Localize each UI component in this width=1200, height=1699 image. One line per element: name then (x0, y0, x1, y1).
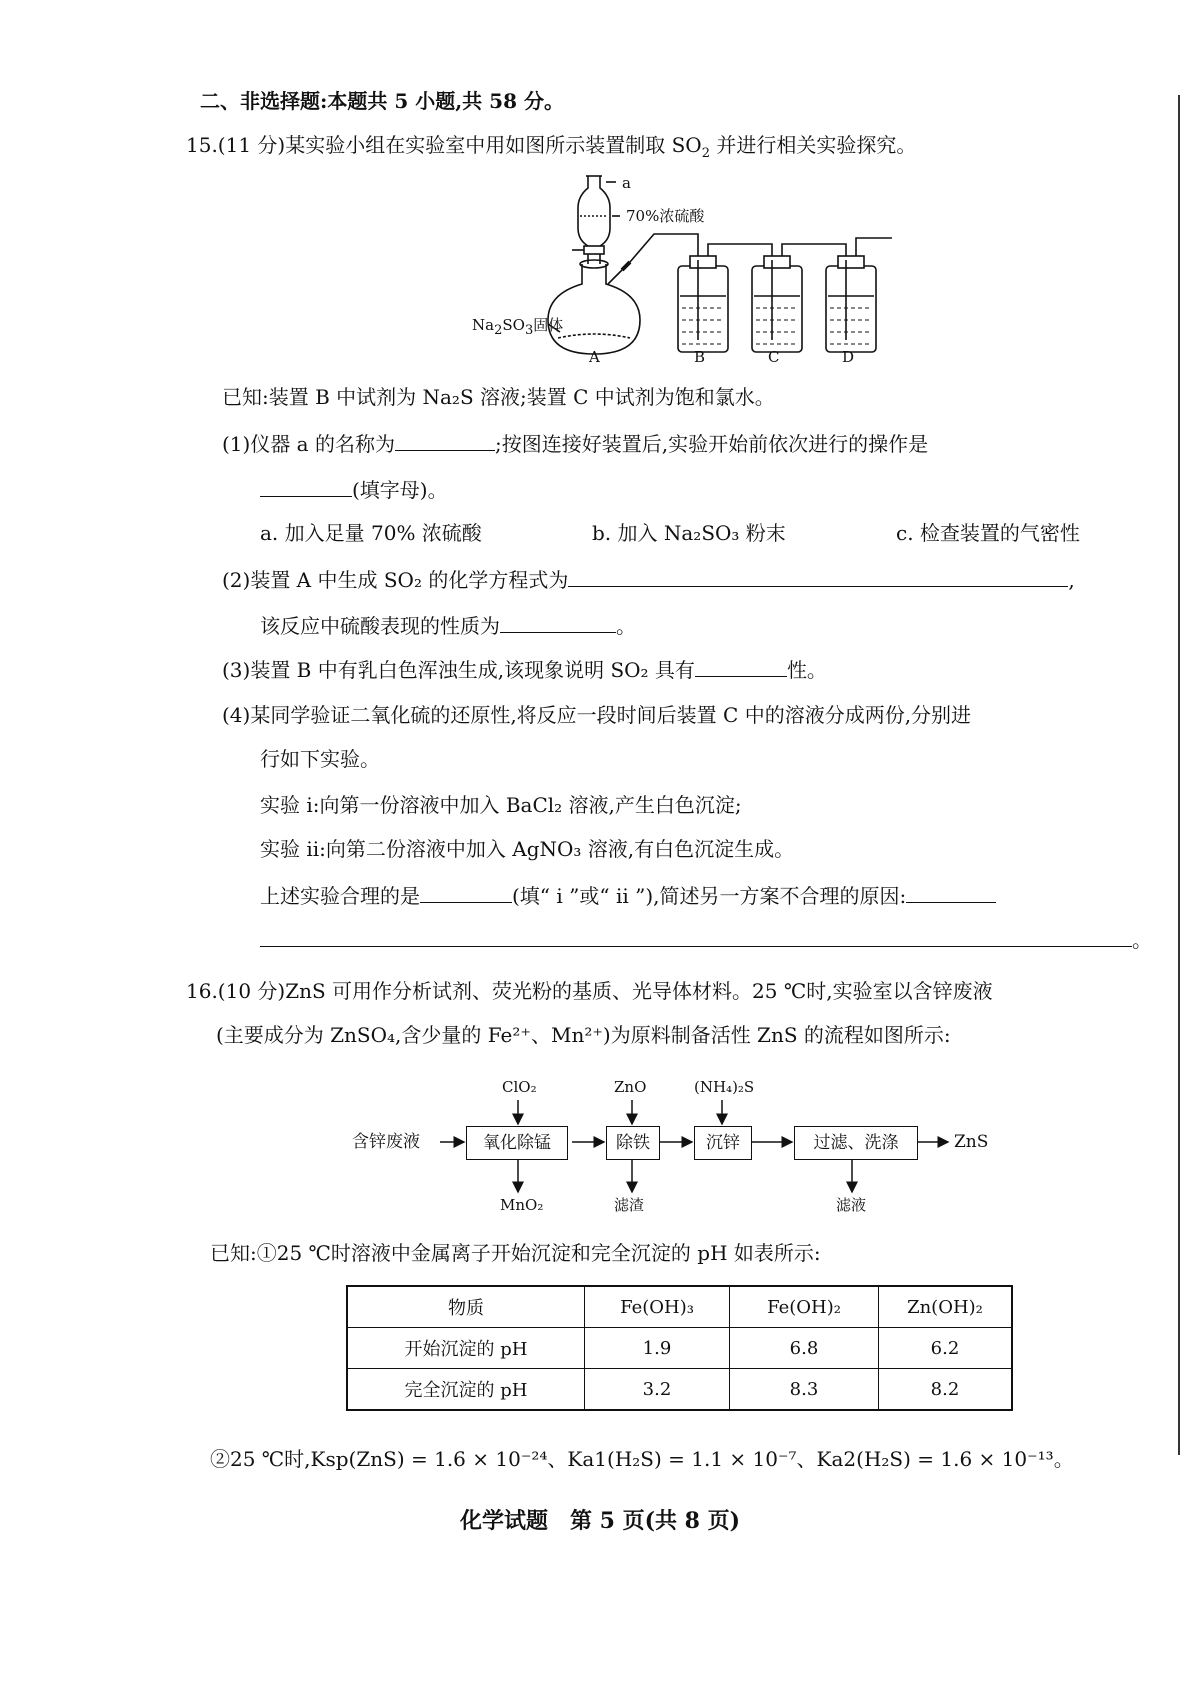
option-c: c. 检查装置的气密性 (896, 521, 1080, 545)
page-edge-rule (1178, 95, 1180, 1455)
round-bottom-flask (548, 264, 640, 354)
table-header-cell: Zn(OH)₂ (879, 1286, 1013, 1328)
label-B: B (694, 348, 706, 366)
q15-part1-line1: (1)仪器 a 的名称为 ;按图连接好装置后,实验开始前依次进行的操作是 (222, 432, 929, 456)
table-header-cell: 物质 (347, 1286, 585, 1328)
flow-step-remove-iron: 除铁 (606, 1126, 660, 1160)
label-C: C (768, 348, 780, 366)
q15-part2-line2: 该反应中硫酸表现的性质为 。 (260, 614, 636, 638)
table-cell: 完全沉淀的 pH (347, 1369, 585, 1411)
flow-input-nh4-2s: (NH₄)₂S (694, 1078, 755, 1096)
label-acid: 70%浓硫酸 (626, 207, 705, 225)
table-cell: 1.9 (585, 1328, 730, 1369)
table-header-row (347, 1286, 1012, 1328)
bottle-b (678, 266, 728, 352)
q15-part3: (3)装置 B 中有乳白色浑浊生成,该现象说明 SO₂ 具有 性。 (222, 658, 827, 682)
q15-experiment-1: 实验 ⅰ:向第一份溶液中加入 BaCl₂ 溶液,产生白色沉淀; (260, 793, 742, 817)
flow-step-oxidize-manganese: 氧化除锰 (466, 1126, 568, 1160)
gas-tube (630, 234, 698, 262)
option-a: a. 加入足量 70% 浓硫酸 (260, 521, 482, 545)
q15-experiment-2: 实验 ⅱ:向第二份溶液中加入 AgNO₃ 溶液,有白色沉淀生成。 (260, 837, 795, 861)
q15-stem-sub: 2 (701, 146, 710, 161)
table-header-cell: Fe(OH)₂ (730, 1286, 879, 1328)
table-cell: 8.3 (730, 1369, 879, 1411)
flow-end: ZnS (954, 1132, 989, 1152)
label-solid: $Na_2SO_3$固体 (472, 316, 564, 338)
label-a: a (622, 174, 631, 192)
label-A: A (589, 348, 600, 366)
section-header: 二、非选择题:本题共 5 小题,共 58 分。 (200, 89, 564, 113)
q15-apparatus-figure (440, 168, 900, 378)
label-D: D (842, 348, 855, 366)
q16-known-2: ②25 ℃时,Ksp(ZnS) = 1.6 × 10⁻²⁴、Ka1(H₂S) = 1.1 × 10⁻⁷、Ka2(H₂S) = 1.6 × 10⁻¹³。 (210, 1447, 1074, 1471)
bottle-d (826, 266, 876, 352)
q15-stem-tail: 并进行相关实验探究。 (709, 133, 917, 157)
table-row (347, 1328, 1012, 1369)
q15-part4-line2: 行如下实验。 (260, 747, 380, 771)
q15-known: 已知:装置 B 中试剂为 Na₂S 溶液;装置 C 中试剂为饱和氯水。 (222, 385, 775, 409)
option-b: b. 加入 Na₂SO₃ 粉末 (592, 521, 786, 545)
flow-step-filter-wash: 过滤、洗涤 (794, 1126, 918, 1160)
q15-stem-text: 15.(11 分)某实验小组在实验室中用如图所示装置制取 SO (186, 133, 702, 157)
q16-line2: (主要成分为 ZnSO₄,含少量的 Fe²⁺、Mn²⁺)为原料制备活性 ZnS 的流程如图所示: (216, 1023, 951, 1047)
flow-output-mno2: MnO₂ (500, 1196, 544, 1214)
flow-start: 含锌废液 (352, 1132, 420, 1152)
q15-part4-line5: 上述实验合理的是 (填“ ⅰ ”或“ ⅱ ”),简述另一方案不合理的原因: (260, 882, 996, 909)
flow-step-precipitate-zinc: 沉锌 (694, 1126, 752, 1160)
table-cell: 8.2 (879, 1369, 1013, 1411)
q15-part4-line1: (4)某同学验证二氧化硫的还原性,将反应一段时间后装置 C 中的溶液分成两份,分别进 (222, 703, 972, 727)
q15-part2-line1: (2)装置 A 中生成 SO₂ 的化学方程式为 , (222, 568, 1075, 592)
table-header-cell: Fe(OH)₃ (585, 1286, 730, 1328)
q15-part1-line2: (填字母)。 (260, 476, 448, 503)
page-footer: 化学试题 第 5 页(共 8 页) (459, 1508, 741, 1534)
q16-known-1: 已知:①25 ℃时溶液中金属离子开始沉淀和完全沉淀的 pH 如表所示: (210, 1241, 821, 1265)
q16-line1: 16.(10 分)ZnS 可用作分析试剂、荧光粉的基质、光导体材料。25 ℃时,实验室以含锌废液 (186, 979, 993, 1003)
flow-input-zno: ZnO (614, 1078, 647, 1096)
flow-output-filtrate: 滤液 (836, 1196, 867, 1214)
flow-input-clo2: ClO₂ (502, 1078, 537, 1096)
table-cell: 3.2 (585, 1369, 730, 1411)
flow-output-residue: 滤渣 (614, 1196, 645, 1214)
q15-part4-line6: 。 (260, 926, 1152, 953)
q15-stem (186, 132, 917, 161)
table-cell: 6.8 (730, 1328, 879, 1369)
table-cell: 6.2 (879, 1328, 1013, 1369)
table-cell: 开始沉淀的 pH (347, 1328, 585, 1369)
table-row (347, 1369, 1012, 1411)
ph-table (346, 1285, 1013, 1411)
bottle-c (752, 266, 802, 352)
